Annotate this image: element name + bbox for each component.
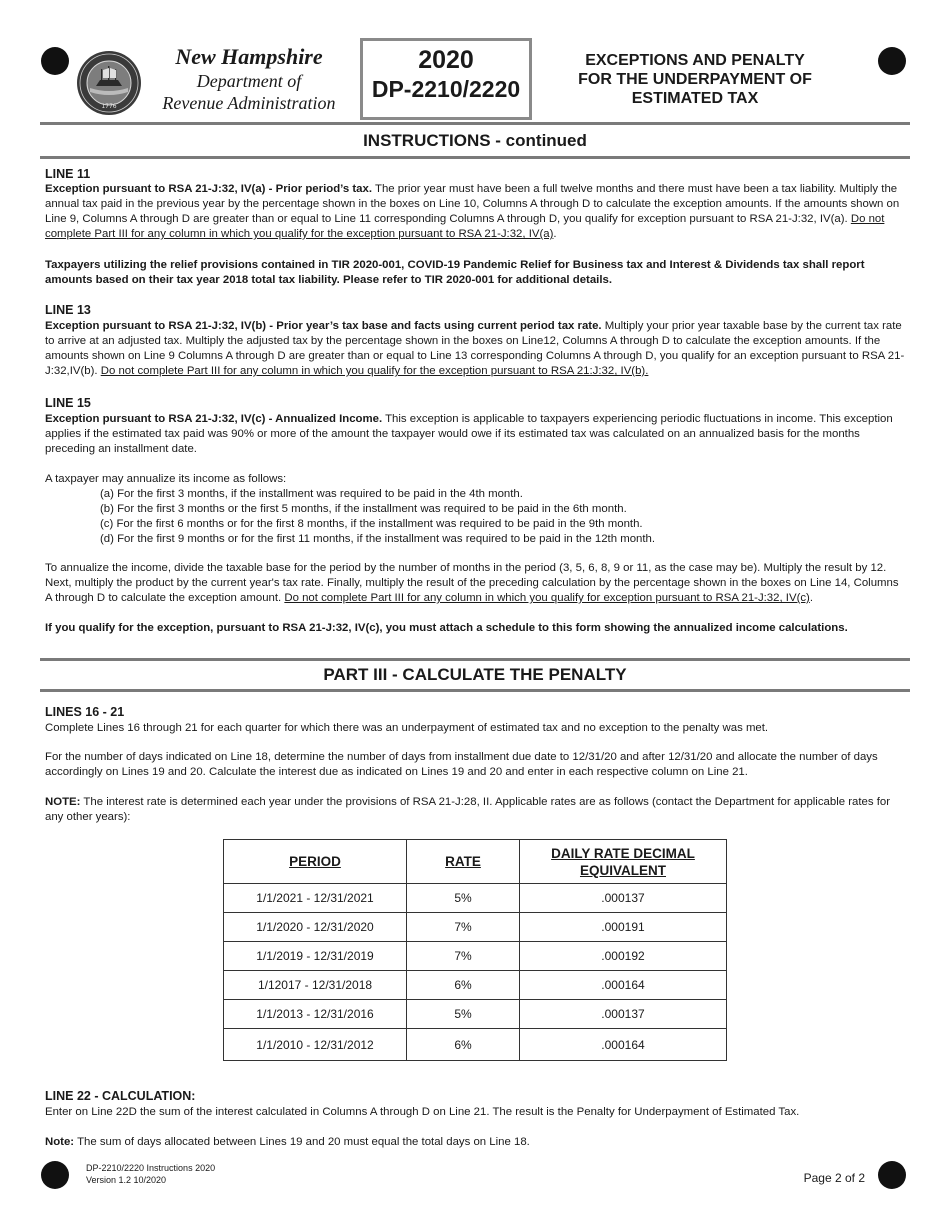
period-cell: 1/1/2013 - 12/31/2016	[224, 1000, 407, 1029]
annualize-option-b: (b) For the first 3 months or the first 5 months, if the installment was required to be paid in the 6th month.	[100, 503, 627, 515]
form-title	[560, 51, 830, 108]
line13-body: Multiply your prior year taxable base by the current tax rate to arrive at an adjusted tax. Multiply the adjusted tax by the percentage shown in the boxes on Line12, Columns A through D to calculate the exception amounts. If the amounts shown on Line 9 Columns A through D are greater than or equal to Line 13 corresponding Columns A through D, you qualify for an exception pursuant to RSA 21-J:32,IV(b).	[45, 320, 905, 377]
rate-cell: 7%	[407, 942, 520, 971]
line11-heading: LINE 11	[45, 167, 91, 181]
department-state: New Hampshire	[175, 44, 323, 69]
daily-rate-cell: .000192	[520, 942, 727, 971]
part3-rule-top	[40, 658, 910, 661]
line22-note-label: Note:	[45, 1136, 75, 1148]
period-cell: 1/1/2021 - 12/31/2021	[224, 884, 407, 913]
table-row	[224, 942, 727, 971]
daily-rate-header-line2: EQUIVALENT	[579, 862, 666, 878]
footer-version: Version 1.2 10/2020	[86, 1175, 167, 1185]
table-row	[224, 884, 727, 913]
department-line3: Revenue Administration	[162, 93, 336, 113]
header-rule-bottom	[40, 156, 910, 159]
daily-rate-cell: .000164	[520, 1029, 727, 1061]
instructions-title: INSTRUCTIONS - continued	[363, 131, 587, 150]
department-line2: Department of	[196, 71, 302, 91]
period-cell: 1/1/2010 - 12/31/2012	[224, 1029, 407, 1061]
part3-rule-bottom	[40, 689, 910, 692]
annualize-intro: A taxpayer may annualize its income as follows:	[45, 473, 287, 485]
rate-cell: 6%	[407, 1029, 520, 1061]
page-number: Page 2 of 2	[803, 1171, 865, 1185]
daily-rate-cell: .000137	[520, 884, 727, 913]
table-row	[224, 913, 727, 942]
line11-end: .	[553, 228, 557, 240]
daily-rate-header-line1: DAILY RATE DECIMAL	[551, 845, 695, 861]
corner-dot-bottom-right	[878, 1161, 906, 1189]
line22-note-text: The sum of days allocated between Lines 19 and 20 must equal the total days on Line 18.	[74, 1136, 530, 1148]
form-year: 2020	[418, 46, 474, 74]
daily-rate-cell: .000164	[520, 971, 727, 1000]
corner-dot-top-left	[41, 47, 69, 75]
rate-cell: 5%	[407, 1000, 520, 1029]
daily-rate-cell: .000137	[520, 1000, 727, 1029]
interest-rate-table	[223, 839, 727, 1061]
line15-heading: LINE 15	[45, 396, 91, 410]
form-title-line3: ESTIMATED TAX	[631, 90, 759, 107]
form-title-line2: FOR THE UNDERPAYMENT OF	[578, 71, 812, 88]
annualize-body: To annualize the income, divide the taxable base for the period by the number of months in the period (3, 5, 6, 8, 9 or 11, as the case may be). Multiply the result by 12. Next, multiply the product by the current year's tax rate. Finally, multiply the result of the preceding calculation by the percentage shown in the boxes on Line 14, Columns A through D to calculate the exception amount.	[45, 562, 899, 604]
period-cell: 1/1/2019 - 12/31/2019	[224, 942, 407, 971]
header-rule-top	[40, 122, 910, 125]
footer-form-id: DP-2210/2220 Instructions 2020	[86, 1163, 216, 1173]
line13-underline: Do not complete Part III for any column in which you qualify for the exception pursuant to RSA 21:J:32, IV(b).	[100, 365, 649, 377]
line22-heading: LINE 22 - CALCULATION:	[45, 1089, 196, 1103]
table-row	[224, 1000, 727, 1029]
lines16-21-heading: LINES 16 - 21	[45, 705, 125, 719]
line11-body: The prior year must have been a full twelve months and there must have been a tax liability. Multiply the annual tax paid in the previous year by the percentage shown in the boxes on Line 10, Columns A through D to calculate the exception amounts. If the amounts shown on Line 9, Columns A through D are greater than or equal to Line 11 corresponding Columns A through D, you qualify for exception pursuant to RSA 21-J:32, IV(a).	[45, 183, 900, 225]
interest-rate-note-text: The interest rate is determined each year under the provisions of RSA 21-J:28, II. Applicable rates are as follows (contact the Department for applicable rates for any other years):	[45, 796, 891, 823]
annualize-end: .	[809, 592, 814, 604]
corner-dot-top-right	[878, 47, 906, 75]
period-cell: 1/1/2020 - 12/31/2020	[224, 913, 407, 942]
annualize-option-d: (d) For the first 9 months or for the first 11 months, if the installment was required to be paid in the 12th month.	[100, 533, 656, 545]
line22-text: Enter on Line 22D the sum of the interest calculated in Columns A through D on Line 21. The result is the Penalty for Underpayment of Estimated Tax.	[45, 1106, 800, 1118]
period-cell: 1/12017 - 12/31/2018	[224, 971, 407, 1000]
line13-text	[45, 319, 907, 379]
table-row	[224, 971, 727, 1000]
corner-dot-bottom-left	[41, 1161, 69, 1189]
interest-rate-note-label: NOTE:	[45, 796, 81, 808]
tir-note: Taxpayers utilizing the relief provisions contained in TIR 2020-001, COVID-19 Pandemic Relief for Business tax and Interest & Dividends tax shall report amounts based on their tax year 2018 total tax liability. Please refer to TIR 2020-001 for additional details.	[45, 259, 865, 286]
lines16-21-text2: For the number of days indicated on Line 18, determine the number of days from installment due date to 12/31/20 and after 12/31/20 and allocate the number of days accordingly on Lines 19 and 20. Calculate the interest due as indicated on Lines 19 and 20 and enter in each respective column on Line 21.	[45, 751, 878, 778]
rate-cell: 5%	[407, 884, 520, 913]
line11-underline: Do not complete Part III for any column in which you qualify for the exception pursuant to RSA 21-J:32, IV(a)	[45, 213, 885, 240]
attach-schedule-note: If you qualify for the exception, pursuant to RSA 21-J:32, IV(c), you must attach a schedule to this form showing the annualized income calculations.	[45, 622, 848, 634]
table-row	[224, 1029, 727, 1061]
annualize-option-c: (c) For the first 6 months or for the first 8 months, if the installment was required to be paid in the 9th month.	[100, 518, 643, 530]
state-seal	[76, 50, 142, 116]
annualize-text	[45, 561, 907, 606]
line15-text	[45, 412, 907, 457]
period-column-header: PERIOD	[224, 840, 407, 884]
form-number-box	[360, 38, 532, 120]
rate-column-header: RATE	[407, 840, 520, 884]
line13-heading: LINE 13	[45, 303, 91, 317]
line11-lead: Exception pursuant to RSA 21-J:32, IV(a) - Prior period’s tax.	[45, 183, 373, 195]
rate-cell: 7%	[407, 913, 520, 942]
form-number: DP-2210/2220	[371, 76, 521, 102]
line22-note	[45, 1135, 907, 1150]
part3-title: PART III - CALCULATE THE PENALTY	[323, 665, 627, 684]
department-name	[146, 44, 352, 114]
rate-table-header-row	[224, 840, 727, 884]
rate-cell: 6%	[407, 971, 520, 1000]
form-title-line1: EXCEPTIONS AND PENALTY	[585, 52, 805, 69]
line11-text	[45, 182, 907, 242]
daily-rate-cell: .000191	[520, 913, 727, 942]
line13-lead: Exception pursuant to RSA 21-J:32, IV(b) - Prior year’s tax base and facts using current period tax rate.	[45, 320, 602, 332]
annualize-underline: Do not complete Part III for any column in which you qualify for exception pursuant to RSA 21-J:32, IV(c)	[284, 592, 810, 604]
lines16-21-text1: Complete Lines 16 through 21 for each quarter for which there was an underpayment of estimated tax and no exception to the penalty was met.	[45, 722, 769, 734]
annualize-option-a: (a) For the first 3 months, if the installment was required to be paid in the 4th month.	[100, 488, 523, 500]
line15-body: This exception is applicable to taxpayers experiencing periodic fluctuations in income. This exception applies if the estimated tax paid was 90% or more of the amount the taxpayer would owe if its estimated tax was calculated on an annualized basis for the months preceding an installment date.	[45, 413, 893, 455]
seal-year: 1776	[101, 103, 117, 110]
line15-lead: Exception pursuant to RSA 21-J:32, IV(c) - Annualized Income.	[45, 413, 383, 425]
daily-rate-column-header	[520, 840, 727, 884]
interest-rate-note	[45, 795, 907, 825]
